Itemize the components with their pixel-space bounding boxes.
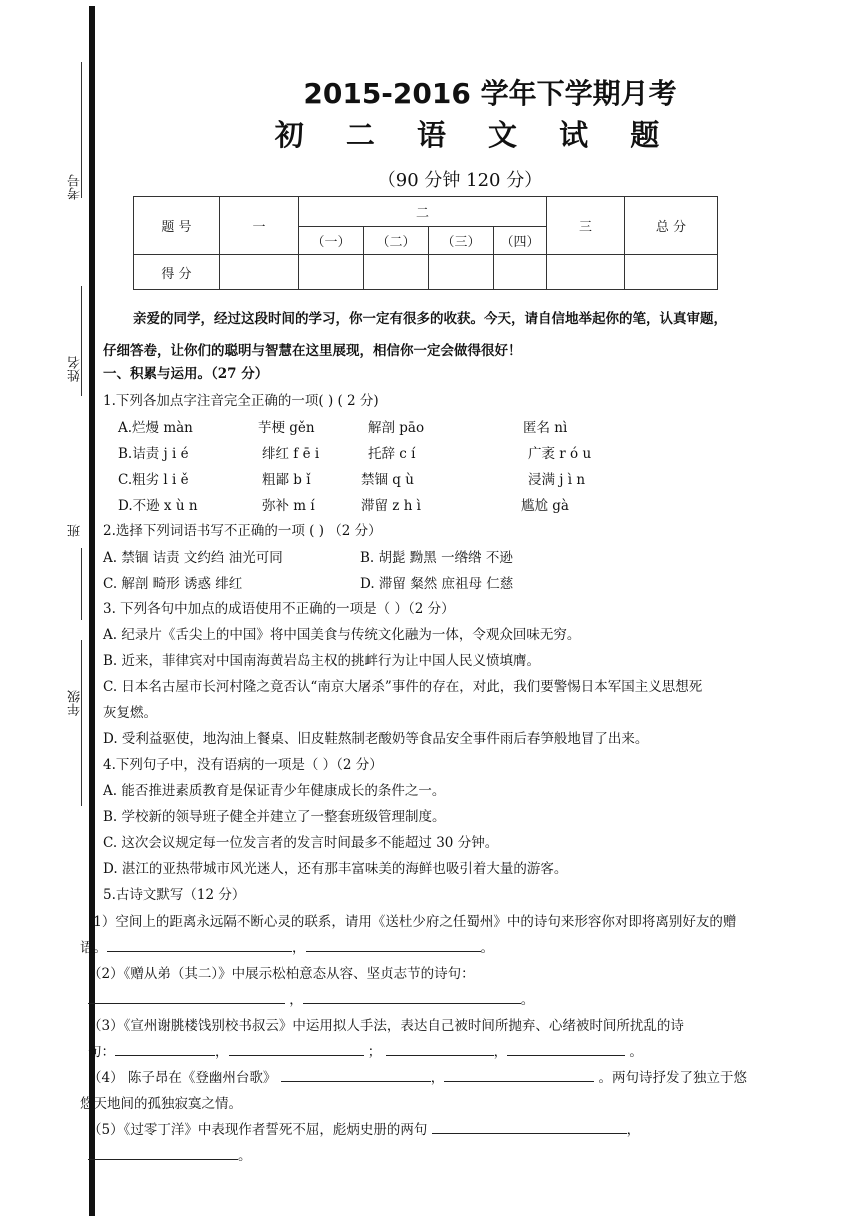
q5-part5-prefix: （5）《过零丁洋》中表现作者誓死不屈，彪炳史册的两句 [88, 1122, 428, 1138]
q5-stem: 5.古诗文默写（12 分） [103, 887, 246, 903]
col-total: 总 分 [625, 197, 718, 255]
q5-part5-line1: （5）《过零丁洋》中表现作者誓死不屈，彪炳史册的两句 ， [88, 1122, 641, 1138]
q1-a-1: A.烂熳 màn [118, 420, 193, 436]
q5-part2: （2）《赠从弟（其二）》中展示松柏意态从容、坚贞志节的诗句： [88, 966, 475, 982]
q1-b-3: 托辞 c í [368, 446, 416, 462]
score-cell[interactable] [299, 255, 364, 290]
q1-c-1: C.粗劣 l i ě [118, 472, 189, 488]
q2-option-d: D. 滞留 粲然 庶祖母 仁慈 [360, 576, 514, 592]
col-2: 二 [299, 197, 547, 227]
sub-col-1: （一） [299, 227, 364, 255]
q3-option-d: D. 受利益驱使，地沟油上餐桌、旧皮鞋熬制老酸奶等食品安全事件雨后春笋般地冒了出来。 [103, 731, 649, 747]
answer-blank[interactable] [507, 1043, 625, 1056]
q1-d-1: D.不逊 x ù n [118, 498, 198, 514]
q2-option-c: C. 解剖 畸形 诱惑 绯红 [103, 576, 243, 592]
sub-col-2: （二） [364, 227, 429, 255]
score-table [133, 196, 718, 290]
col-3: 三 [547, 197, 625, 255]
q5-part4-line1: （4） 陈子昂在《登幽州台歌》 ， 。两句诗抒发了独立于悠 [88, 1070, 747, 1086]
q5-part4-prefix: （4） 陈子昂在《登幽州台歌》 [88, 1070, 277, 1086]
q5-part3-line2: 句： ， ； ， 。 [88, 1044, 643, 1060]
q5-part1-line2: 语。 ， 。 [80, 940, 494, 956]
col-1: 一 [220, 197, 299, 255]
q5-part3-prefix: 句： [88, 1044, 115, 1060]
sub-col-4: （四） [494, 227, 547, 255]
q5-part4-line2: 悠天地间的孤独寂寞之情。 [80, 1096, 242, 1112]
q1-c-3: 禁锢 q ù [361, 472, 414, 488]
q1-a-4: 匿名 nì [523, 420, 568, 436]
q5-part1-prefix: 语。 [80, 940, 107, 956]
section-1-heading: 一、积累与运用。（27 分） [103, 366, 269, 382]
q1-a-3: 解剖 pāo [368, 420, 425, 436]
answer-blank[interactable] [88, 1147, 238, 1160]
q4-option-d: D. 湛江的亚热带城市风光迷人，还有那丰富味美的海鲜也吸引着大量的游客。 [103, 861, 568, 877]
score-cell[interactable] [364, 255, 429, 290]
answer-blank[interactable] [386, 1043, 494, 1056]
q1-b-1: B.诘责 j i é [118, 446, 189, 462]
q2-option-b: B. 胡髭 黝黑 一绺绺 不逊 [360, 550, 513, 566]
class-label: 班 [68, 524, 83, 537]
time-score: （90 分钟 120 分） [377, 170, 543, 191]
answer-blank[interactable] [281, 1069, 431, 1082]
q5-part4-tail: 。两句诗抒发了独立于悠 [598, 1070, 747, 1086]
q3-option-a: A. 纪录片《舌尖上的中国》将中国美食与传统文化融为一体，令观众回味无穷。 [103, 627, 581, 643]
q1-d-3: 滞留 z h ì [361, 498, 421, 514]
col-label: 题 号 [134, 197, 220, 255]
q3-option-c-line1: C. 日本名古屋市长河村隆之竟否认“南京大屠杀”事件的存在，对此，我们要警惕日本军国主义思想死 [103, 679, 703, 695]
q4-stem: 4.下列句子中，没有语病的一项是（ ）（2 分） [103, 757, 383, 773]
sub-col-3: （三） [429, 227, 494, 255]
grade-label: 年级 [68, 690, 83, 716]
answer-blank[interactable] [444, 1069, 594, 1082]
subject-title: 初 二 语 文 试 题 [274, 118, 676, 152]
answer-blank[interactable] [107, 939, 292, 952]
answer-blank[interactable] [432, 1121, 627, 1134]
q2-stem: 2.选择下列词语书写不正确的一项 ( ) （2 分） [103, 523, 382, 539]
row-label: 得 分 [134, 255, 220, 290]
q1-b-4: 广袤 r ó u [528, 446, 592, 462]
name-label: 姓名 [68, 356, 83, 382]
score-cell[interactable] [220, 255, 299, 290]
score-cell[interactable] [429, 255, 494, 290]
answer-blank[interactable] [306, 939, 481, 952]
q1-c-2: 粗鄙 b ǐ [262, 472, 311, 488]
class-line [81, 548, 82, 620]
q2-option-a: A. 禁锢 诘责 文约绉 油光可同 [103, 550, 283, 566]
intro-line-2: 仔细答卷，让你们的聪明与智慧在这里展现，相信你一定会做得很好！ [103, 343, 522, 359]
intro-line-1: 亲爱的同学，经过这段时间的学习，你一定有很多的收获。今天，请自信地举起你的笔，认真审题， [133, 311, 727, 327]
q5-part3-line1: （3）《宣州谢朓楼饯别校书叔云》中运用拟人手法，表达自己被时间所抛弃、心绪被时间所扰乱的诗 [88, 1018, 684, 1034]
q1-stem: 1.下列各加点字注音完全正确的一项( ) ( 2 分) [103, 393, 379, 409]
answer-blank[interactable] [88, 991, 285, 1004]
answer-blank[interactable] [303, 991, 521, 1004]
q5-part2-answers: ， 。 [88, 988, 534, 1008]
q4-option-b: B. 学校新的领导班子健全并建立了一整套班级管理制度。 [103, 809, 446, 825]
q3-option-b: B. 近来，菲律宾对中国南海黄岩岛主权的挑衅行为让中国人民义愤填膺。 [103, 653, 541, 669]
answer-blank[interactable] [229, 1043, 364, 1056]
q5-part1-line1: (1）空间上的距离永远隔不断心灵的联系，请用《送杜少府之任蜀州》中的诗句来形容你对即将离别好友的赠 [88, 914, 737, 930]
q1-a-2: 芋梗 gěn [258, 420, 315, 436]
answer-blank[interactable] [115, 1043, 215, 1056]
score-cell[interactable] [547, 255, 625, 290]
q5-part5-line2: 。 [88, 1144, 252, 1164]
exam-no-label: 考号 [68, 174, 83, 200]
q4-option-a: A. 能否推进素质教育是保证青少年健康成长的条件之一。 [103, 783, 446, 799]
q3-option-c-line2: 灰复燃。 [103, 705, 157, 721]
grade-line [81, 640, 82, 806]
score-cell[interactable] [494, 255, 547, 290]
q1-b-2: 绯红 f ē i [262, 446, 320, 462]
q1-d-4: 尴尬 gà [521, 498, 569, 514]
q1-c-4: 浸满 j ì n [528, 472, 586, 488]
q4-option-c: C. 这次会议规定每一位发言者的发言时间最多不能超过 30 分钟。 [103, 835, 499, 851]
exam-title: 2015-2016 学年下学期月考 [303, 77, 677, 110]
q3-stem: 3. 下列各句中加点的成语使用不正确的一项是（ ）（2 分） [103, 601, 455, 617]
score-cell[interactable] [625, 255, 718, 290]
q1-d-2: 弥补 m í [262, 498, 315, 514]
